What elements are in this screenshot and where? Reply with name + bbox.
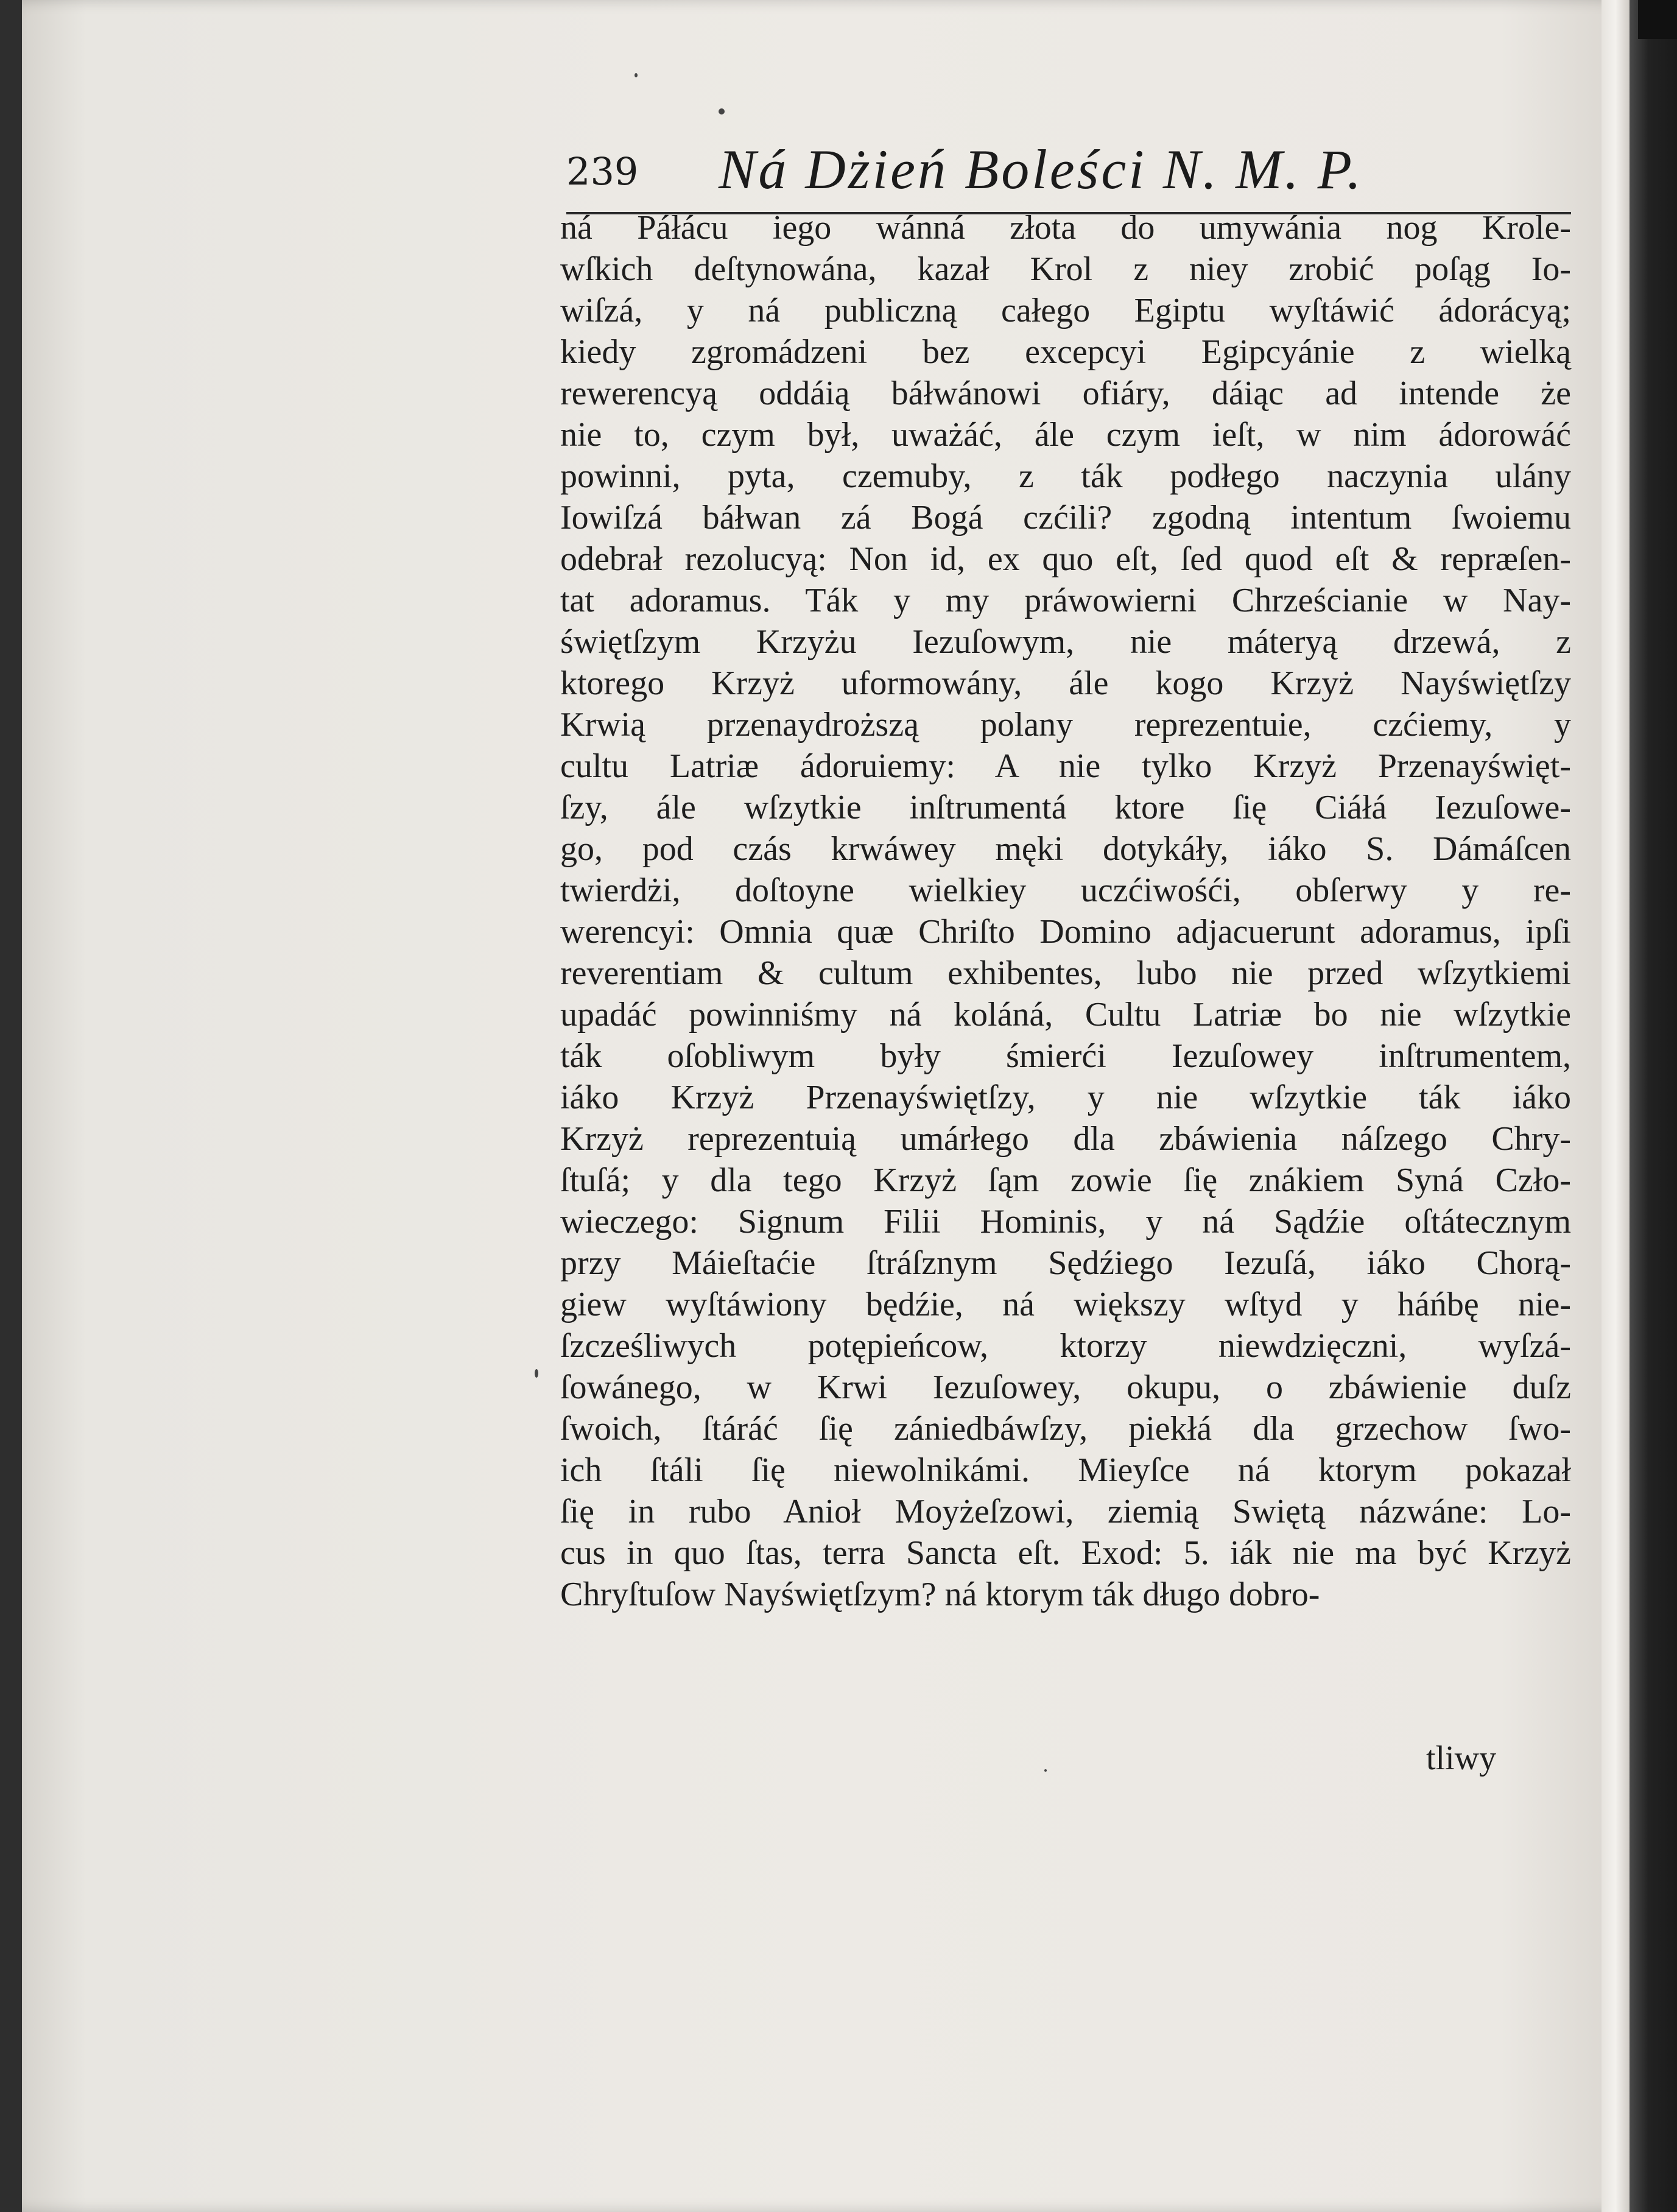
- text-line: ſię in rubo Anioł Moyżeſzowi, ziemią Swiętą názwáne: Lo-: [560, 1493, 1571, 1530]
- text-line: ſowánego, w Krwi Iezuſowey, okupu, o zbáwienie duſz: [560, 1368, 1571, 1406]
- ink-speck: [719, 108, 725, 114]
- text-line: cus in quo ſtas, terra Sancta eſt. Exod: 5. iák nie ma być Krzyż: [560, 1534, 1571, 1572]
- page-fore-edge: [1601, 0, 1630, 2212]
- text-line: tat adoramus. Ták y my práwowierni Chrześcianie w Nay-: [560, 582, 1571, 619]
- text-line: wieczego: Signum Filii Hominis, y ná Sądźie oſtátecznym: [560, 1203, 1571, 1241]
- scan-corner: [1638, 0, 1677, 39]
- text-line: giew wyſtáwiony będźie, ná większy wſtyd y háńbę nie-: [560, 1286, 1571, 1323]
- text-line: cultu Latriæ ádoruiemy: A nie tylko Krzyż Przenayświęt-: [560, 747, 1571, 785]
- running-title: Ná Dżień Boleści N. M. P.: [719, 138, 1364, 200]
- ink-speck: [635, 73, 638, 77]
- text-line: ſwoich, ſtáráć ſię zániedbáwſzy, piekłá dla grzechow ſwo-: [560, 1410, 1571, 1448]
- text-line: powinni, pyta, czemuby, z ták podłego naczynia ulány: [560, 457, 1571, 495]
- text-line: nie to, czym był, uważáć, ále czym ieſt, w nim ádorowáć: [560, 416, 1571, 454]
- text-line: ich ſtáli ſię niewolnikámi. Mieyſce ná ktorym pokazał: [560, 1451, 1571, 1489]
- text-line: przy Máieſtaćie ſtráſznym Sędźiego Iezuſá, iáko Chorą-: [560, 1244, 1571, 1282]
- text-line: ſtuſá; y dla tego Krzyż ſąm zowie ſię znákiem Syná Czło-: [560, 1161, 1571, 1199]
- text-line: Krwią przenaydroższą polany reprezentuie, czćiemy, y: [560, 706, 1571, 744]
- text-line: twierdżi, doſtoyne wielkiey uczćiwośći, obſerwy y re-: [560, 872, 1571, 909]
- text-line: Krzyż reprezentuią umárłego dla zbáwienia náſzego Chry-: [560, 1120, 1571, 1158]
- page-header: [566, 137, 1583, 210]
- text-line: ták oſobliwym były śmierći Iezuſowey inſtrumentem,: [560, 1037, 1571, 1075]
- text-line: świętſzym Krzyżu Iezuſowym, nie máteryą drzewá, z: [560, 623, 1571, 661]
- text-line: rewerencyą oddáią báłwánowi ofiáry, dáiąc ad intende że: [560, 375, 1571, 412]
- text-line: wiſzá, y ná publiczną całego Egiptu wyſtáwić ádorácyą;: [560, 292, 1571, 329]
- catchword: tliwy: [1426, 1739, 1497, 1777]
- text-line: iáko Krzyż Przenayświętſzy, y nie wſzytkie ták iáko: [560, 1079, 1571, 1116]
- body-text: [560, 207, 1571, 1615]
- ink-speck: [1044, 1769, 1047, 1772]
- text-line: ſzcześliwych potępieńcow, ktorzy niewdzięczni, wyſzá-: [560, 1327, 1571, 1365]
- text-line: ſzy, ále wſzytkie inſtrumentá ktore ſię Ciáłá Iezuſowe-: [560, 789, 1571, 826]
- ink-speck: [535, 1369, 538, 1378]
- text-line: upadáć powinniśmy ná koláná, Cultu Latriæ bo nie wſzytkie: [560, 996, 1571, 1034]
- text-line: ná Páłácu iego wánná złota do umywánia nog Krole-: [560, 209, 1571, 247]
- text-line: odebrał rezolucyą: Non id, ex quo eſt, ſed quod eſt & repræſen-: [560, 540, 1571, 578]
- text-line: ktorego Krzyż uformowány, ále kogo Krzyż Nayświętſzy: [560, 664, 1571, 702]
- text-line: Iowiſzá báłwan zá Bogá czćili? zgodną intentum ſwoiemu: [560, 499, 1571, 537]
- text-line: Chryſtuſow Nayświętſzym? ná ktorym ták długo dobro-: [560, 1576, 1320, 1613]
- text-line: go, pod czás krwáwey męki dotykáły, iáko S. Dámáſcen: [560, 830, 1571, 868]
- page-border-shadow: [1630, 0, 1677, 2212]
- text-line: werencyi: Omnia quæ Chriſto Domino adjacuerunt adoramus, ipſi: [560, 913, 1571, 951]
- page-number: 239: [566, 149, 639, 194]
- text-line: reverentiam & cultum exhibentes, lubo nie przed wſzytkiemi: [560, 954, 1571, 992]
- text-line: kiedy zgromádzeni bez excepcyi Egipcyánie z wielką: [560, 333, 1571, 371]
- text-line: wſkich deſtynowána, kazał Krol z niey zrobić poſąg Io-: [560, 250, 1571, 288]
